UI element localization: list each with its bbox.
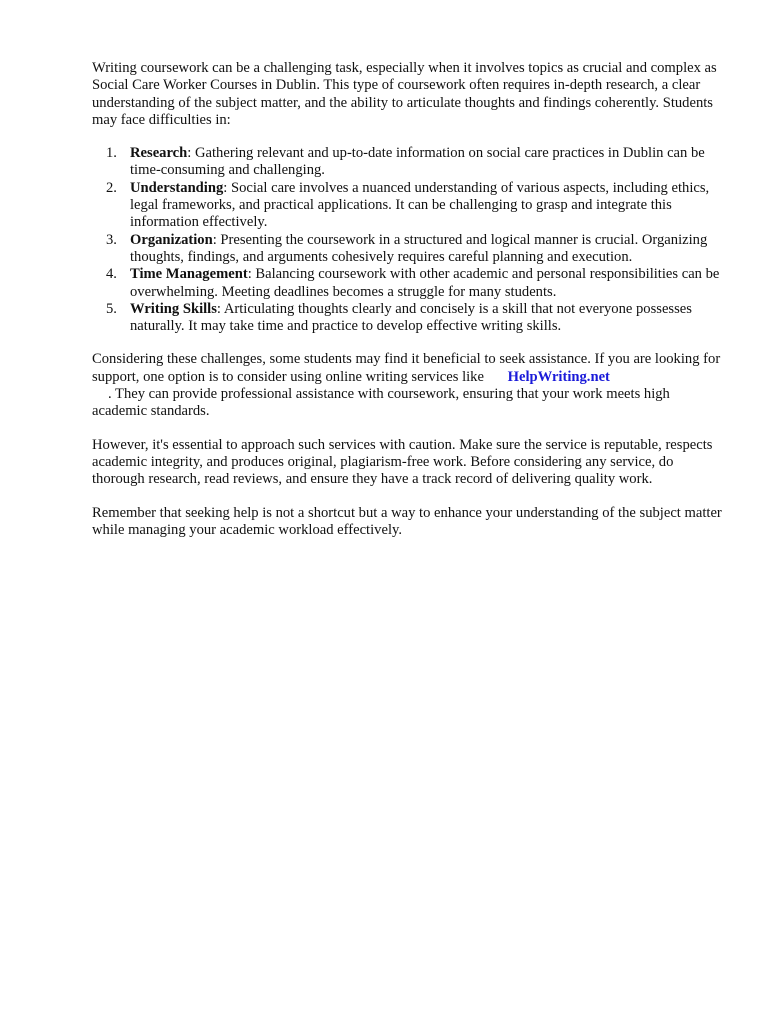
list-item-text: Gathering relevant and up-to-date information on social care practices in Dublin can be time-consuming and challenging. — [130, 145, 705, 179]
caution-paragraph: However, it's essential to approach such services with caution. Make sure the service is reputable, respects academic integrity, and produces original, plagiarism-free work. Before considering any service, do thorough research, read reviews, and ensure they have a track record of delivering quality work. — [92, 436, 713, 488]
list-item — [92, 232, 722, 267]
list-item-text: Presenting the coursework in a structured and logical manner is crucial. Organizing thoughts, findings, and arguments cohesively requires careful planning and execution. — [130, 231, 708, 265]
list-item-text: Social care involves a nuanced understanding of various aspects, including ethics, legal frameworks, and practical applications. It can be challenging to grasp and integrate this information effectively. — [130, 179, 710, 231]
list-item-term: Time Management — [130, 266, 248, 283]
list-item-separator: : — [247, 266, 256, 283]
list-item-term: Organization — [130, 231, 213, 248]
list-item-text: Articulating thoughts clearly and concisely is a skill that not everyone possesses naturally. It may take time and practice to develop effective writing skills. — [130, 300, 692, 335]
support-text-after-link: . They can provide professional assistance with coursework, ensuring that your work meets high academic standards. — [92, 386, 670, 420]
list-item — [92, 266, 722, 301]
document-page — [92, 60, 722, 555]
list-item — [92, 301, 722, 336]
helpwriting-link[interactable]: HelpWriting.net — [507, 368, 610, 385]
list-item-term: Writing Skills — [130, 300, 217, 317]
list-item-number: 3. — [106, 231, 117, 248]
list-item-separator: : — [223, 179, 231, 196]
list-item-separator: : — [212, 231, 221, 248]
list-item-number: 1. — [106, 145, 117, 162]
list-item-number: 2. — [106, 179, 117, 196]
list-item-text: Balancing coursework with other academic and personal responsibilities can be overwhelming. Meeting deadlines becomes a struggle for many students. — [130, 266, 720, 300]
list-item-separator: : — [216, 300, 224, 317]
support-text-before-link: Considering these challenges, some students may find it beneficial to seek assistance. If you are looking for support, one option is to consider using online writing services like — [92, 351, 721, 385]
support-paragraph — [92, 351, 722, 420]
difficulties-list — [92, 145, 722, 335]
closing-paragraph: Remember that seeking help is not a shortcut but a way to enhance your understanding of the subject matter while managing your academic workload effectively. — [92, 504, 722, 538]
list-item-term: Understanding — [130, 179, 224, 196]
list-item-term: Research — [130, 145, 188, 162]
list-item-number: 4. — [106, 266, 117, 283]
list-item-number: 5. — [106, 300, 117, 317]
list-item-separator: : — [187, 145, 195, 162]
list-item — [92, 145, 722, 180]
list-item — [92, 180, 722, 232]
intro-paragraph: Writing coursework can be a challenging task, especially when it involves topics as crucial and complex as Social Care Worker Courses in Dublin. This type of coursework often requires in-depth research, a clear understanding of the subject matter, and the ability to articulate thoughts and findings coherently. Students may face difficulties in: — [92, 60, 717, 128]
